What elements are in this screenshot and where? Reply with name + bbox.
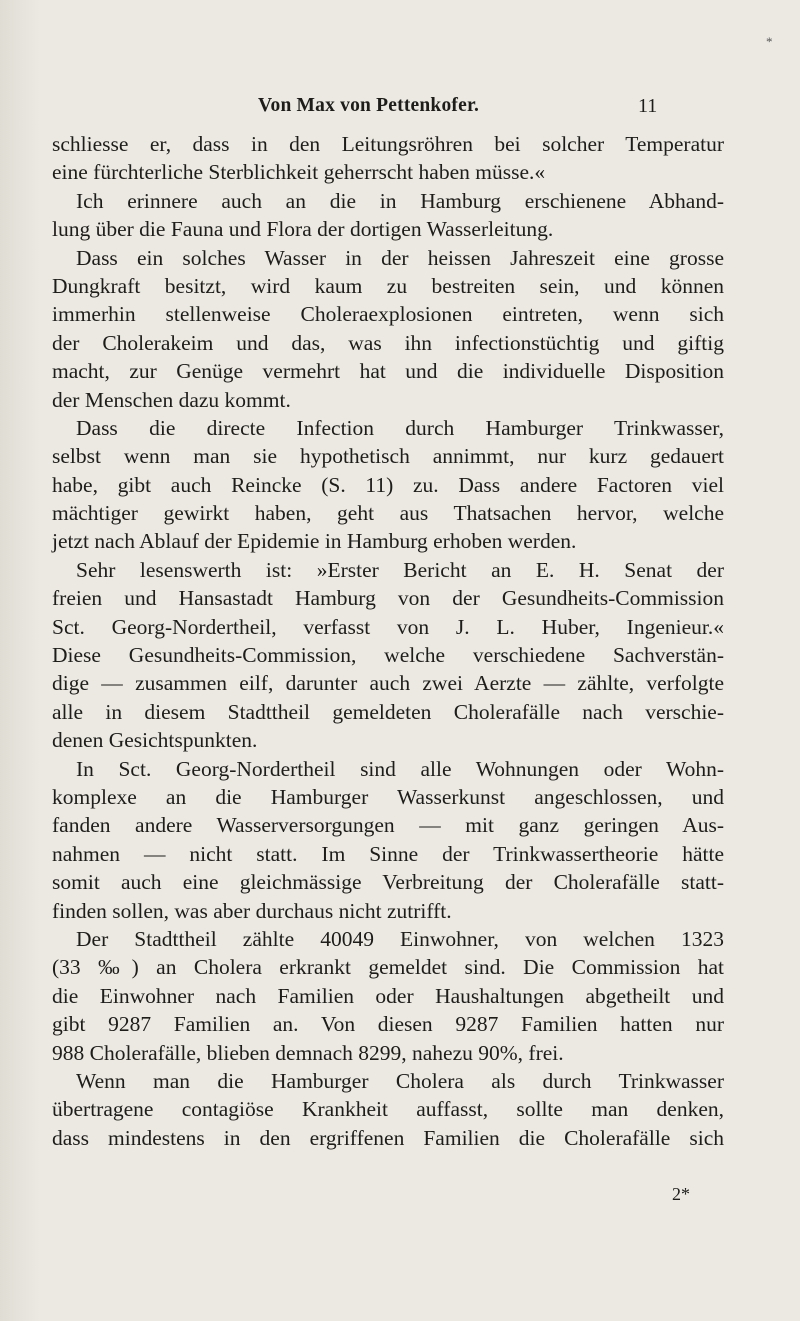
text-line: Dass die directe Infection durch Hamburger Trinkwasser, [76,415,724,440]
text-line: selbst wenn man sie hypothetisch annimmt, nur kurz gedauert [52,444,724,469]
text-line: In Sct. Georg-Nordertheil sind alle Wohnungen oder Wohn- [76,756,724,781]
text-line: (33 ‰) an Cholera erkrankt gemeldet sind. Die Commission hat [52,955,724,980]
text-line: Der Stadttheil zählte 40049 Einwohner, von welchen 1323 [76,926,724,951]
text-line: denen Gesichtspunkten. [52,728,258,753]
text-line: fanden andere Wasserversorgungen — mit ganz geringen Aus- [52,813,724,838]
corner-mark: * [766,34,773,49]
text-line: alle in diesem Stadttheil gemeldeten Cholerafälle nach verschie- [52,699,724,724]
text-line: gibt 9287 Familien an. Von diesen 9287 Familien hatten nur [52,1012,724,1037]
text-line: macht, zur Genüge vermehrt hat und die individuelle Disposition [52,359,724,384]
page-header [0,95,800,125]
text-line: die Einwohner nach Familien oder Haushaltungen abgetheilt und [52,983,724,1008]
text-line: komplexe an die Hamburger Wasserkunst angeschlossen, und [52,784,724,809]
text-line: Dass ein solches Wasser in der heissen Jahreszeit eine grosse [76,245,724,270]
text-line: somit auch eine gleichmässige Verbreitung der Cholerafälle statt- [52,870,724,895]
text-line: schliesse er, dass in den Leitungsröhren bei solcher Temperatur [52,132,724,156]
text-line: immerhin stellenweise Choleraexplosionen eintreten, wenn sich [52,302,724,327]
text-line: eine fürchterliche Sterblichkeit geherrscht haben müsse.« [52,160,546,185]
signature-mark: 2* [672,1184,690,1204]
text-line: jetzt nach Ablauf der Epidemie in Hamburg erhoben werden. [52,529,577,554]
text-line: 988 Cholerafälle, blieben demnach 8299, nahezu 90%, frei. [52,1040,564,1065]
page-number: 11 [638,95,658,117]
running-title: Von Max von Pettenkofer. [258,95,480,116]
text-line: Wenn man die Hamburger Cholera als durch Trinkwasser [76,1068,724,1093]
text-line: Ich erinnere auch an die in Hamburg erschienene Abhand- [76,188,724,213]
text-line: Diese Gesundheits-Commission, welche verschiedene Sachverstän- [52,643,724,668]
text-line: finden sollen, was aber durchaus nicht zutrifft. [52,898,452,923]
text-line: übertragene contagiöse Krankheit auffasst, sollte man denken, [52,1097,724,1122]
text-line: nahmen — nicht statt. Im Sinne der Trinkwassertheorie hätte [52,841,724,866]
text-line: Sct. Georg-Nordertheil, verfasst von J. L. Huber, Ingenieur.« [52,614,724,639]
text-line: habe, gibt auch Reincke (S. 11) zu. Dass andere Factoren viel [52,472,724,497]
text-line: dige — zusammen eilf, darunter auch zwei Aerzte — zählte, verfolgte [52,671,724,696]
text-line: der Cholerakeim und das, was ihn infectionstüchtig und giftig [52,330,724,355]
text-line: Sehr lesenswerth ist: »Erster Bericht an E. H. Senat der [76,557,724,582]
text-line: dass mindestens in den ergriffenen Familien die Cholerafälle sich [52,1125,724,1150]
text-line: freien und Hansastadt Hamburg von der Gesundheits-Commission [52,586,724,611]
body-text [52,130,724,1152]
text-line: Dungkraft besitzt, wird kaum zu bestreiten sein, und können [52,273,724,298]
text-line: mächtiger gewirkt haben, geht aus Thatsachen hervor, welche [52,501,724,526]
text-line: lung über die Fauna und Flora der dortigen Wasserleitung. [52,217,554,242]
text-line: der Menschen dazu kommt. [52,387,291,412]
